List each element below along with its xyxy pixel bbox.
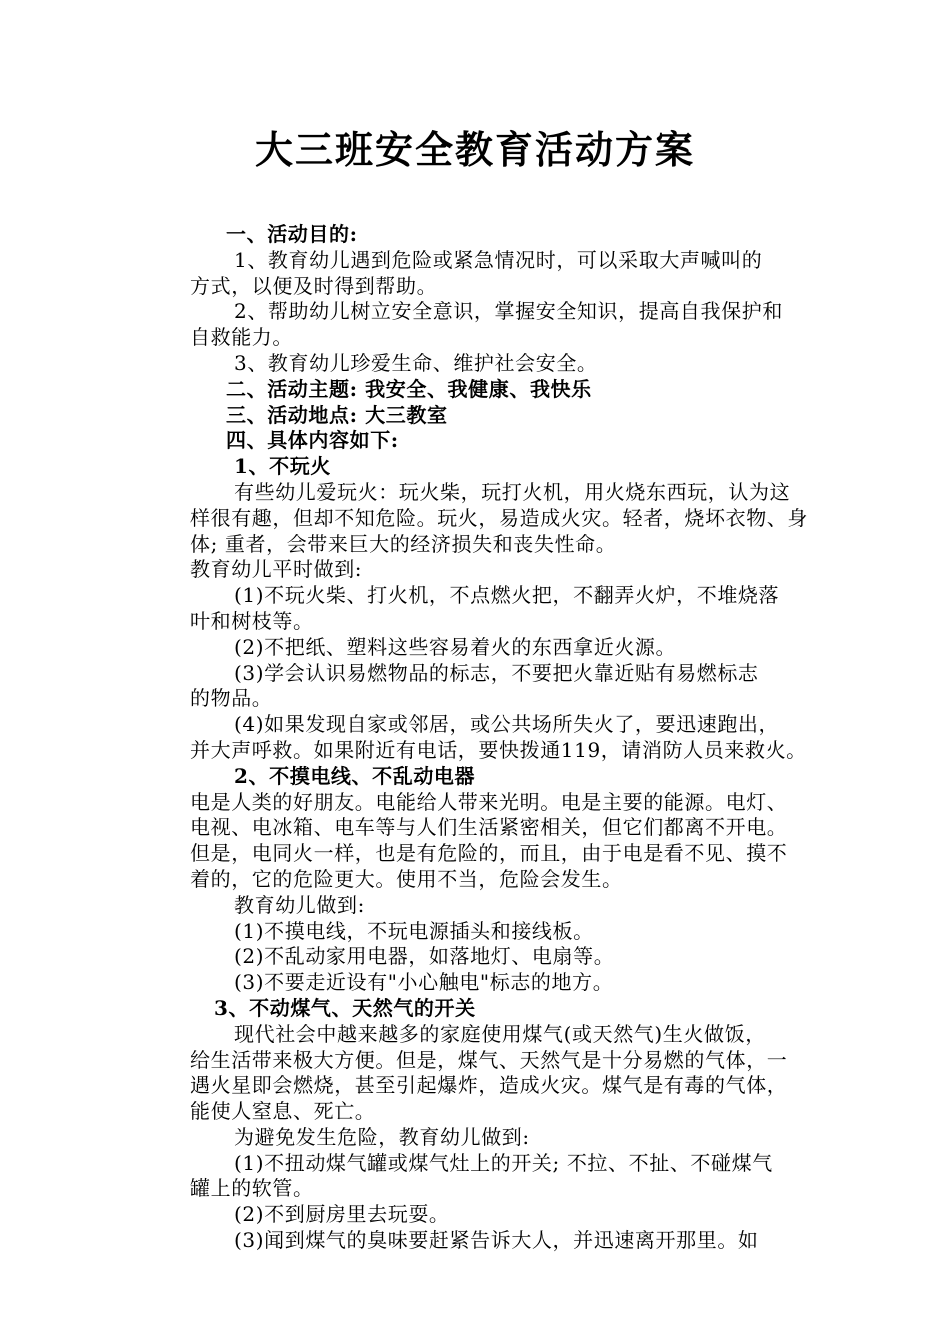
body-text-line: (3)闻到煤气的臭味要赶紧告诉大人，并迅速离开那里。如 [234, 1228, 759, 1253]
body-text-line: (1)不扭动煤气罐或煤气灶上的开关; 不拉、不扯、不碰煤气 [234, 1150, 773, 1175]
body-text-line: 1、教育幼儿遇到危险或紧急情况时，可以采取大声喊叫的 [234, 247, 763, 272]
body-text-line: 2、帮助幼儿树立安全意识，掌握安全知识，提高自我保护和 [234, 299, 783, 324]
body-text-line: 但是，电同火一样，也是有危险的，而且，由于电是看不见、摸不 [190, 841, 788, 866]
body-text-line: 教育幼儿做到: [234, 892, 365, 917]
body-text-line: (1)不玩火柴、打火机，不点燃火把，不翻弄火炉，不堆烧落 [234, 583, 780, 608]
body-text-line: 教育幼儿平时做到: [190, 557, 363, 582]
body-text-line: 现代社会中越来越多的家庭使用煤气(或天然气)生火做饭， [234, 1021, 766, 1046]
document-body [190, 222, 822, 1254]
body-text-line: 并大声呼救。如果附近有电话，要快拨通119，请消防人员来救火。 [190, 737, 807, 762]
body-text-line: 给生活带来极大方便。但是，煤气、天然气是十分易燃的气体，一 [190, 1047, 788, 1072]
body-text-line: (4)如果发现自家或邻居，或公共场所失火了，要迅速跑出， [234, 712, 780, 737]
body-text-line: 3、教育幼儿珍爱生命、维护社会安全。 [234, 350, 598, 375]
body-text-line: 有些幼儿爱玩火：玩火柴，玩打火机，用火烧东西玩，认为这 [234, 479, 791, 504]
body-text-line: (2)不把纸、塑料这些容易着火的东西拿近火源。 [234, 634, 677, 659]
body-text-line: 电视、电冰箱、电车等与人们生活紧密相关，但它们都离不开电。 [190, 815, 788, 840]
section-heading: 四、具体内容如下: [226, 428, 399, 453]
section-heading: 一、活动目的: [226, 222, 358, 246]
body-text-line: 自救能力。 [190, 325, 293, 350]
body-text-line: 遇火星即会燃烧，甚至引起爆炸，造成火灾。煤气是有毒的气体， [190, 1073, 788, 1098]
body-text-line: (2)不乱动家用电器，如落地灯、电扇等。 [234, 944, 615, 969]
body-text-line: 样很有趣，但却不知危险。玩火，易造成火灾。轻者，烧坏衣物、身 [190, 505, 808, 530]
body-text-line: 罐上的软管。 [190, 1176, 314, 1201]
body-text-line: (2)不到厨房里去玩耍。 [234, 1202, 450, 1227]
section-heading: 二、活动主题: 我安全、我健康、我快乐 [226, 376, 592, 401]
body-text-line: 叶和树枝等。 [190, 608, 314, 633]
body-text-line: (3)学会认识易燃物品的标志，不要把火靠近贴有易燃标志 [234, 660, 759, 685]
body-text-line: 电是人类的好朋友。电能给人带来光明。电是主要的能源。电灯、 [190, 789, 788, 814]
body-text-line: 方式，以便及时得到帮助。 [190, 273, 438, 298]
section-heading: 1、不玩火 [234, 454, 331, 479]
section-heading: 三、活动地点: 大三教室 [226, 402, 448, 427]
section-heading: 2、不摸电线、不乱动电器 [234, 763, 476, 788]
body-text-line: (1)不摸电线，不玩电源插头和接线板。 [234, 918, 594, 943]
body-text-line: 着的，它的危险更大。使用不当，危险会发生。 [190, 866, 623, 891]
body-text-line: 的物品。 [190, 686, 273, 711]
body-text-line: 能使人窒息、死亡。 [190, 1099, 376, 1124]
body-text-line: (3)不要走近设有"小心触电"标志的地方。 [234, 970, 614, 995]
body-text-line: 为避免发生危险，教育幼儿做到: [234, 1124, 530, 1149]
section-heading: 3、不动煤气、天然气的开关 [214, 995, 476, 1020]
body-text-line: 体; 重者，会带来巨大的经济损失和丧失性命。 [190, 531, 617, 556]
document-title: 大三班安全教育活动方案 [254, 127, 695, 172]
